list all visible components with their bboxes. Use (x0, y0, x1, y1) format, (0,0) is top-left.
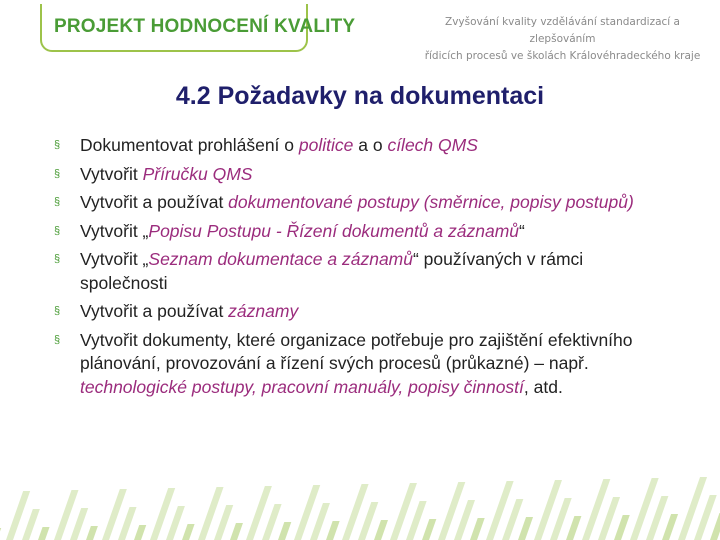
bullet-highlight-text: záznamy (228, 301, 299, 321)
bullet-marker-icon: § (54, 305, 61, 317)
bullet-highlight-text: cílech QMS (387, 135, 478, 155)
decorative-stripe (614, 515, 630, 540)
bullet-marker-icon: § (54, 333, 61, 346)
slide-title: 4.2 Požadavky na dokumentaci (175, 82, 545, 110)
bullet-marker-icon: § (54, 224, 61, 237)
decorative-stripes (0, 465, 720, 540)
decorative-stripe (310, 503, 330, 540)
header-subtitle (420, 14, 705, 65)
decorative-stripe (134, 525, 146, 540)
bullet-text: Dokumentovat prohlášení o (80, 135, 299, 155)
decorative-stripe (182, 524, 195, 540)
bullet-highlight-text: technologické postupy, pracovní manuály, popisy činností (80, 376, 524, 397)
bullet-item (52, 220, 672, 244)
decorative-stripe (86, 526, 98, 540)
decorative-stripe (502, 499, 523, 540)
bullet-text: Vytvořit „ (80, 220, 149, 241)
bullet-text: “ používaných v rámci společnosti (80, 249, 584, 293)
bullet-highlight-text: Příručku QMS (142, 163, 253, 184)
decorative-stripe (214, 505, 233, 540)
bullet-text: Vytvořit dokumenty, které organizace potřebuje pro zajištění efektivního plánování, provozování a řízení svých procesů (průkazné) – např. (80, 329, 633, 373)
decorative-stripe (70, 508, 88, 540)
bullet-text: Vytvořit „ (80, 249, 149, 269)
bullet-highlight-text: politice (298, 135, 354, 155)
bullet-highlight-text: dokumentované postupy (směrnice, popisy postupů) (228, 192, 634, 212)
bullet-text: “ (519, 220, 525, 241)
decorative-stripe (262, 504, 282, 540)
decorative-stripe (662, 514, 678, 540)
bullet-text: Vytvořit a používat (80, 192, 229, 212)
bullet-list (52, 134, 672, 404)
bullet-item (52, 163, 672, 187)
decorative-stripe (566, 516, 581, 540)
bullet-marker-icon: § (54, 253, 61, 265)
header-subtitle-line2: řídicích procesů ve školách Královéhradeckého kraje (424, 50, 701, 62)
bullet-text: , atd. (523, 376, 563, 397)
decorative-stripe (278, 522, 291, 540)
bullet-highlight-text: Popisu Postupu - Řízení dokumentů a záznamů (148, 220, 520, 241)
decorative-stripe (406, 501, 427, 540)
bullet-highlight-text: Seznam dokumentace a záznamů (148, 249, 413, 269)
header-subtitle-line1: Zvyšování kvality vzdělávání standardizací a zlepšováním (445, 16, 680, 45)
bullet-item (52, 248, 672, 295)
decorative-stripe (374, 520, 388, 540)
bullet-item (52, 300, 672, 324)
decorative-stripe (0, 528, 1, 540)
decorative-stripe (454, 500, 475, 540)
decorative-stripe (470, 518, 485, 540)
decorative-stripe (358, 502, 378, 540)
bullet-item (52, 191, 672, 215)
decorative-stripe (230, 523, 243, 540)
project-logo: PROJEKT HODNOCENÍ KVALITY (54, 16, 356, 37)
bullet-text: Vytvořit (80, 163, 143, 184)
decorative-stripe (166, 506, 185, 540)
bullet-item (52, 329, 672, 400)
bullet-marker-icon: § (54, 196, 61, 208)
decorative-stripe (22, 509, 40, 540)
decorative-stripe (422, 519, 436, 540)
bullet-marker-icon: § (54, 167, 61, 180)
bullet-item (52, 134, 672, 158)
bullet-text: a o (353, 135, 388, 155)
bullet-text: Vytvořit a používat (80, 301, 229, 321)
decorative-stripe (518, 517, 533, 540)
decorative-stripe (326, 521, 340, 540)
bullet-marker-icon: § (54, 139, 61, 151)
decorative-stripe (710, 513, 720, 540)
decorative-stripe (38, 527, 50, 540)
decorative-stripe (118, 507, 137, 540)
